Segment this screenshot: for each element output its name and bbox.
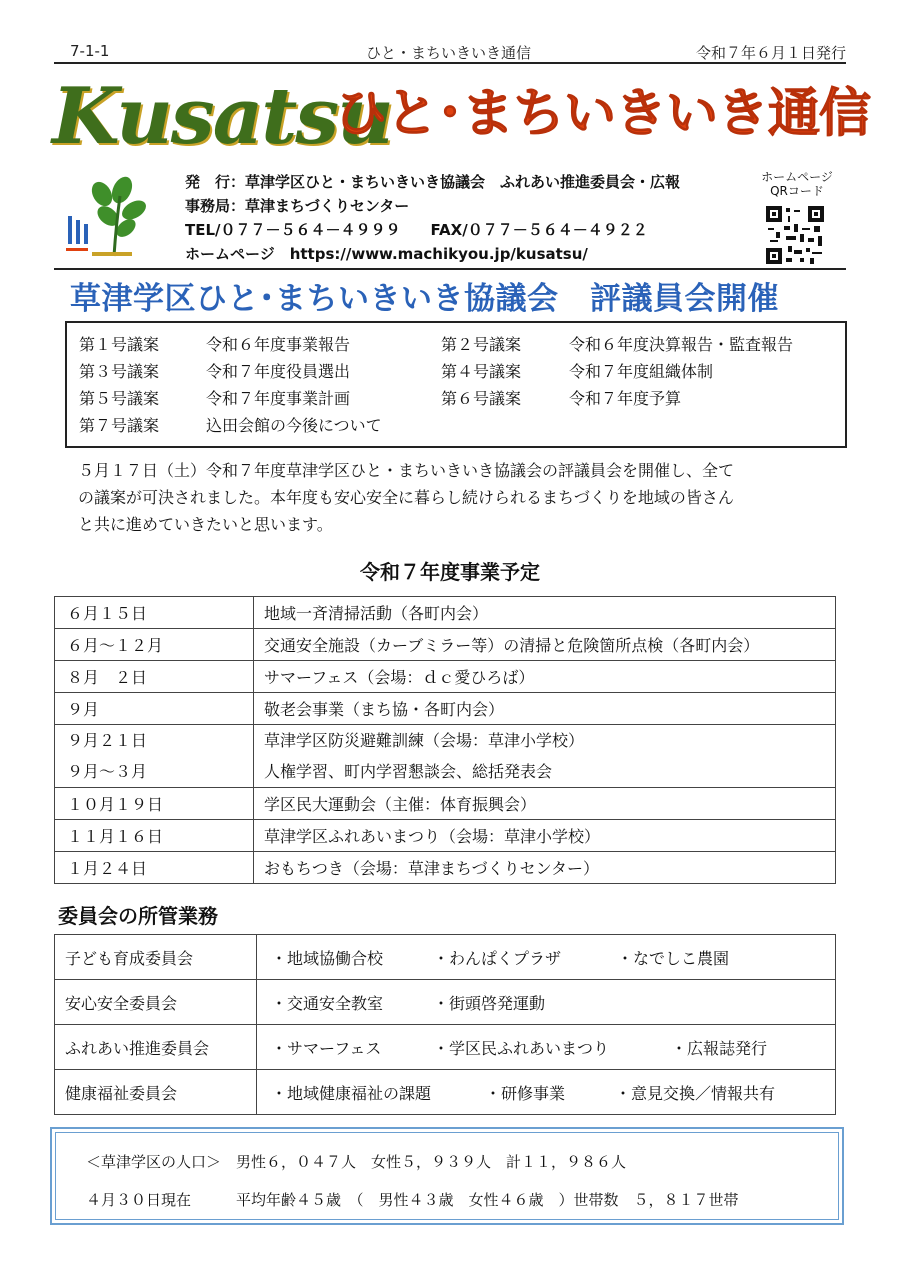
table-row (55, 788, 836, 820)
issue-number: 7-1-1 (70, 42, 110, 60)
table-row (55, 980, 836, 1025)
committee-name: 子ども育成委員会 (55, 935, 257, 980)
committee-tasks: ・地域健康福祉の課題 ・研修事業 ・意見交換／情報共有 (257, 1070, 836, 1115)
population-line-2: ４月３０日現在 平均年齢４５歳 （ 男性４３歳 女性４６歳 ）世帯数 ５，８１７世帯 (86, 1191, 739, 1209)
schedule-event: 学区民大運動会（主催：体育振興会） (254, 788, 836, 820)
headline: 草津学区ひと･まちいきいき協議会 評議員会開催 (70, 281, 779, 317)
agenda-title: 令和７年度事業計画 (206, 389, 351, 408)
committees-table (54, 934, 836, 1115)
schedule-event: 草津学区防災避難訓練（会場：草津小学校） 人権学習、町内学習懇談会、総括発表会 (254, 725, 836, 788)
table-row (55, 629, 836, 661)
agenda-title: 令和７年度役員選出 (206, 362, 351, 381)
publisher-line: 発 行：草津学区ひと・まちいきいき協議会 ふれあい推進委員会・広報 (185, 173, 681, 191)
agenda-no: 第６号議案 (441, 389, 522, 408)
schedule-date: １０月１９日 (55, 788, 254, 820)
schedule-event: 敬老会事業（まち協・各町内会） (254, 693, 836, 725)
qr-label: ホームページ QRコード (761, 170, 833, 198)
homepage-line: ホームページ https://www.machikyou.jp/kusatsu/ (185, 245, 588, 263)
committee-tasks: ・地域協働合校 ・わんぱくプラザ ・なでしこ農園 (257, 935, 836, 980)
agenda-title: 込田会館の今後について (206, 416, 382, 435)
agenda-no: 第５号議案 (79, 389, 160, 408)
schedule-date: ８月 ２日 (55, 661, 254, 693)
schedule-date: ６月１５日 (55, 597, 254, 629)
schedule-event: おもちつき（会場：草津まちづくりセンター） (254, 852, 836, 884)
schedule-date: １月２４日 (55, 852, 254, 884)
table-row (55, 935, 836, 980)
agenda-title: 令和６年度事業報告 (206, 335, 351, 354)
agenda-title: 令和７年度組織体制 (569, 362, 714, 381)
schedule-event: 草津学区ふれあいまつり（会場：草津小学校） (254, 820, 836, 852)
table-row (55, 693, 836, 725)
table-row (55, 820, 836, 852)
agenda-no: 第２号議案 (441, 335, 522, 354)
qr-code[interactable] (766, 206, 824, 264)
population-line-1: ＜草津学区の人口＞ 男性６，０４７人 女性５，９３９人 計１１，９８６人 (86, 1153, 627, 1171)
top-rule (54, 62, 846, 64)
agenda-no: 第１号議案 (79, 335, 160, 354)
committees-title: 委員会の所管業務 (58, 904, 218, 928)
schedule-title: 令和７年度事業予定 (360, 560, 540, 584)
series-name: ひと・まちいきいき通信 (366, 44, 532, 62)
logo-wordmark: Kusatsu (52, 71, 392, 162)
committee-name: ふれあい推進委員会 (55, 1025, 257, 1070)
report-paragraph: ５月１７日（土）令和７年度草津学区ひと・まちいきいき協議会の評議員会を開催し、全て の議案が可決されました。本年度も安心安全に暮らし続けられるまちづくりを地域の皆さん と共に進めていきたいと思います。 (78, 461, 735, 534)
masthead-title: ひと･まちいきいき通信 (335, 84, 871, 144)
issue-date: 令和７年６月１日発行 (695, 44, 846, 62)
top-strip (58, 42, 846, 64)
agenda-title: 令和６年度決算報告・監査報告 (569, 335, 794, 354)
agenda-no: 第７号議案 (79, 416, 160, 435)
schedule-event: 交通安全施設（カーブミラー等）の清掃と危険箇所点検（各町内会） (254, 629, 836, 661)
schedule-event: サマーフェス（会場：ｄｃ愛ひろば） (254, 661, 836, 693)
agenda-no: 第３号議案 (79, 362, 160, 381)
committee-name: 健康福祉委員会 (55, 1070, 257, 1115)
office-line: 事務局：草津まちづくりセンター (185, 197, 410, 215)
schedule-table (54, 596, 836, 884)
table-row (55, 597, 836, 629)
table-row (55, 725, 836, 788)
schedule-date: ９月２１日 ９月～３月 (55, 725, 254, 788)
table-row (55, 1070, 836, 1115)
contact-line: TEL/０７７－５６４－４９９９ FAX/０７７－５６４－４９２２ (185, 221, 648, 239)
schedule-date: １１月１６日 (55, 820, 254, 852)
table-row (55, 1025, 836, 1070)
committee-name: 安心安全委員会 (55, 980, 257, 1025)
committee-tasks: ・サマーフェス ・学区民ふれあいまつり ・広報誌発行 (257, 1025, 836, 1070)
agenda-title: 令和７年度予算 (569, 389, 682, 408)
population-box (50, 1127, 844, 1225)
table-row (55, 852, 836, 884)
schedule-date: ６月～１２月 (55, 629, 254, 661)
schedule-event: 地域一斉清掃活動（各町内会） (254, 597, 836, 629)
leaf-plant-logo (64, 176, 158, 260)
publisher-info (185, 170, 680, 266)
agenda-box (65, 321, 847, 448)
agenda-no: 第４号議案 (441, 362, 522, 381)
table-row (55, 661, 836, 693)
committee-tasks: ・交通安全教室 ・街頭啓発運動 (257, 980, 836, 1025)
masthead-rule (54, 268, 846, 270)
schedule-date: ９月 (55, 693, 254, 725)
